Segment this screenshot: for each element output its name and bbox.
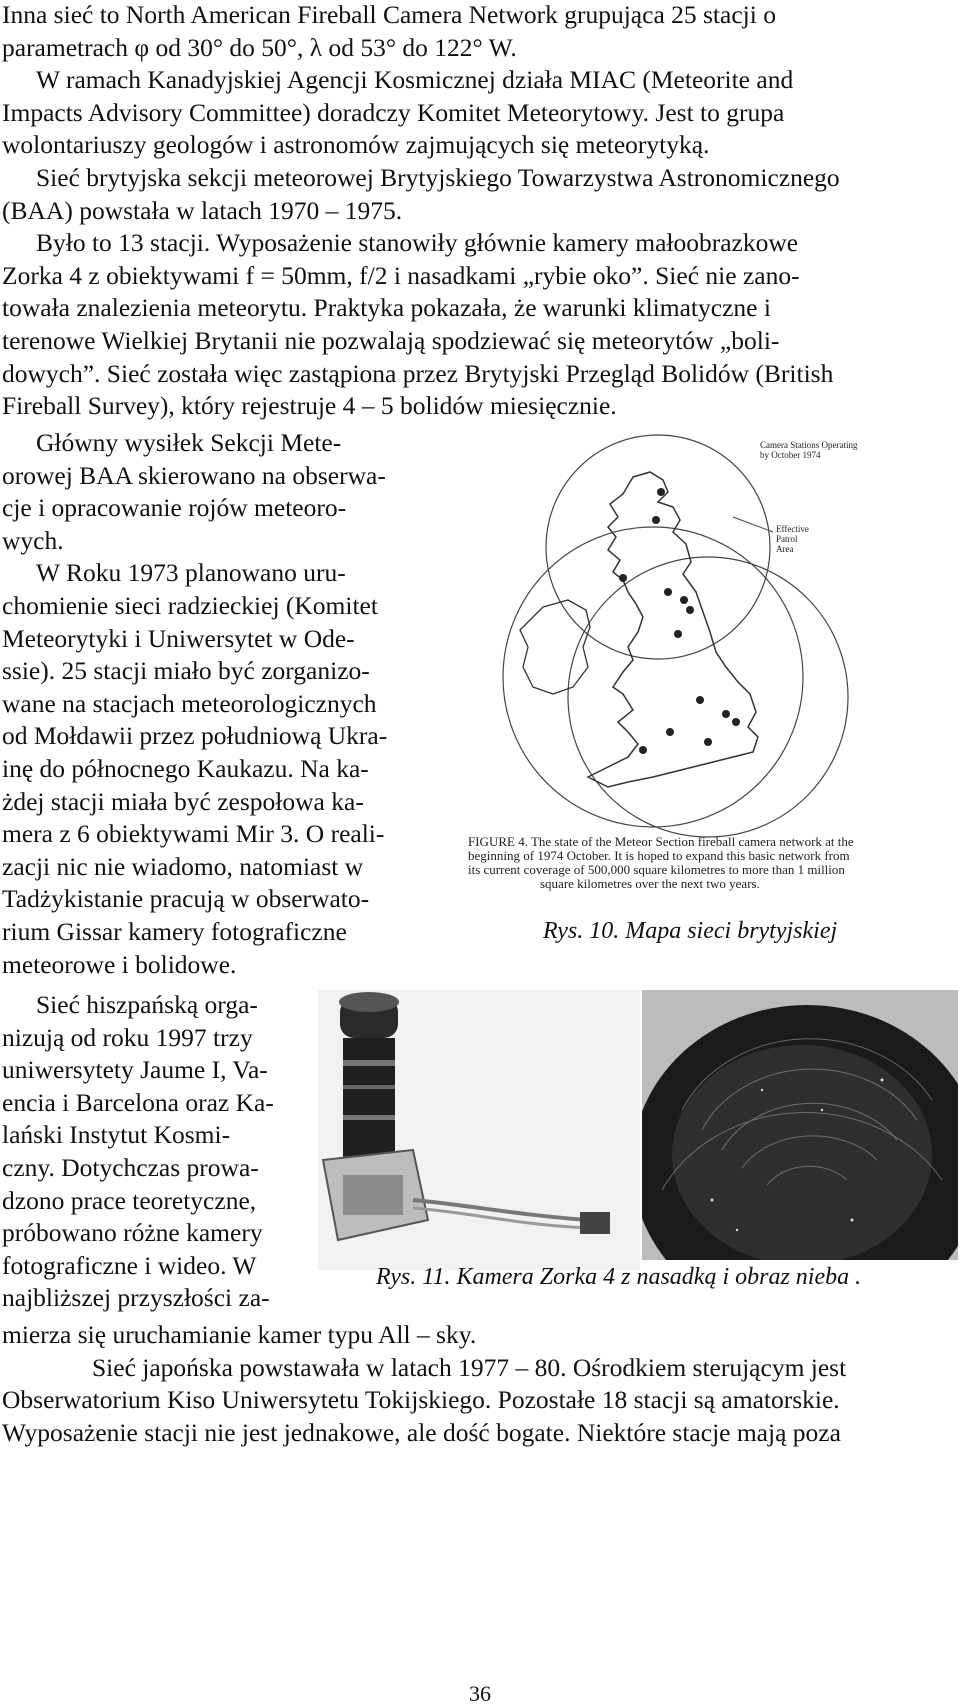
patrol-area-circle-north (546, 435, 770, 659)
text-left-line: wych. (2, 525, 64, 555)
text-top-line: Fireball Survey), który rejestruje 4 – 5 bolidów miesięcznie. (2, 391, 617, 421)
text-top-line: terenowe Wielkiej Brytanii nie pozwalają spodziewać się meteorytów „boli- (2, 326, 780, 355)
text-left2-line: encia i Barcelona oraz Ka- (2, 1087, 274, 1117)
great-britain-outline (588, 472, 758, 787)
text-top-line: Było to 13 stacji. Wyposażenie stanowiły głównie kamery małoobrazkowe (36, 228, 799, 258)
text-left2-line: najbliższej przyszłości za- (2, 1283, 270, 1313)
text-top-line: Zorka 4 z obiektywami f = 50mm, f/2 i nasadkami „rybie oko”. Sieć nie zano- (2, 260, 800, 290)
text-top-line: W ramach Kanadyjskiej Agencji Kosmicznej działa MIAC (Meteorite and (36, 65, 794, 95)
text-left-line: cje i opracowanie rojów meteoro- (2, 493, 347, 523)
map-figure-caption-line-2: beginning of 1974 October. It is hoped to expand this basic network from (468, 848, 850, 863)
text-left-line: od Mołdawii przez południową Ukra- (2, 721, 388, 751)
text-left-line: rium Gissar kamery fotograficzne (2, 917, 347, 946)
text-left2-line: Sieć hiszpańską orga- (36, 990, 258, 1019)
ireland-outline (520, 600, 590, 694)
text-left-line: ssie). 25 stacji miało być zorganizo- (2, 656, 370, 686)
text-left2-line: lański Instytut Kosmi- (2, 1120, 231, 1150)
fisheye-sky-drawing (642, 990, 958, 1260)
british-network-map-figure (458, 432, 958, 902)
text-top-line: towała znalezienia meteorytu. Praktyka pokazała, że warunki klimatyczne i (2, 293, 771, 323)
map-legend-line-3: Area (776, 544, 794, 554)
text-left2-line: dzono prace teoretyczne, (2, 1185, 257, 1215)
text-left-line: orowej BAA skierowano na obserwa- (2, 460, 386, 490)
text-left2-line: uniwersytety Jaume I, Va- (2, 1055, 268, 1085)
text-left-line: zacji nic nie wiadomo, natomiast w (2, 851, 364, 881)
text-left-line: żdej stacji miała być zespołowa ka- (2, 786, 364, 816)
map-figure-caption-line-3: its current coverage of 500,000 square kilometres to more than 1 million (468, 862, 845, 877)
text-left2-line: czny. Dotychczas prowa- (2, 1153, 259, 1182)
british-map-drawing (458, 432, 958, 902)
text-top-line: parametrach φ od 30° do 50°, λ od 53° do 122° W. (2, 32, 517, 62)
text-left-line: W Roku 1973 planowano uru- (36, 558, 346, 588)
page-number: 36 (469, 1681, 491, 1706)
text-left-line: wane na stacjach meteorologicznych (2, 688, 377, 718)
zorka-camera-photo (318, 990, 640, 1270)
text-left-line: mera z 6 obiektywami Mir 3. O reali- (2, 819, 385, 849)
fisheye-sky-image (642, 990, 958, 1260)
text-left2-line: fotograficzne i wideo. W (2, 1250, 257, 1280)
text-left-line: inę do północnego Kaukazu. Na ka- (2, 754, 369, 783)
zorka-camera-drawing (318, 990, 640, 1270)
map-legend-line-1: Effective (776, 524, 809, 534)
text-left-line: Główny wysiłek Sekcji Mete- (36, 428, 342, 457)
text-left-line: Tadżykistanie pracują w obserwato- (2, 884, 370, 914)
text-left-line: chomienie sieci radzieckiej (Komitet (2, 591, 378, 620)
text-bottom-line: Sieć japońska powstawała w latach 1977 – 80. Ośrodkiem sterującym jest (92, 1352, 847, 1382)
text-bottom-line: Wyposażenie stacji nie jest jednakowe, ale dość bogate. Niektóre stacje mają poza (2, 1417, 841, 1447)
text-top-line: dowych”. Sieć została więc zastąpiona przez Brytyjski Przegląd Bolidów (British (2, 358, 834, 388)
text-top-line: (BAA) powstała w latach 1970 – 1975. (2, 195, 403, 225)
text-bottom-line: Obserwatorium Kiso Uniwersytetu Tokijskiego. Pozostałe 18 stacji są amatorskie. (2, 1385, 840, 1415)
map-title-line-1: Camera Stations Operating (760, 440, 858, 450)
map-legend-line-2: Patrol (776, 534, 798, 544)
patrol-area-circle-east (568, 557, 848, 837)
text-left-line: meteorowe i bolidowe. (2, 949, 237, 979)
map-figure-caption-line-1: FIGURE 4. The state of the Meteor Section fireball camera network at the (468, 834, 854, 849)
text-top-line: Sieć brytyjska sekcji meteorowej Brytyjskiego Towarzystwa Astronomicznego (36, 163, 840, 192)
text-left2-line: próbowano różne kamery (2, 1218, 263, 1248)
text-left-line: Meteorytyki i Uniwersytet w Ode- (2, 623, 355, 653)
map-figure-caption-line-4: square kilometres over the next two years. (540, 876, 760, 891)
text-top-line: wolontariuszy geologów i astronomów zajmujących się meteorytyką. (2, 130, 710, 160)
map-title-line-2: by October 1974 (760, 450, 821, 460)
caption-rys-11: Rys. 11. Kamera Zorka 4 z nasadką i obraz nieba . (376, 1264, 862, 1290)
text-top-line: Impacts Advisory Committee) doradczy Komitet Meteorytowy. Jest to grupa (2, 97, 785, 127)
patrol-area-circle-south (503, 527, 803, 827)
caption-rys-10: Rys. 10. Mapa sieci brytyjskiej (543, 918, 838, 944)
text-left2-line: nizują od roku 1997 trzy (2, 1022, 253, 1052)
text-bottom-line: mierza się uruchamianie kamer typu All – sky. (2, 1320, 477, 1349)
text-top-line: Inna sieć to North American Fireball Camera Network grupująca 25 stacji o (2, 0, 776, 29)
